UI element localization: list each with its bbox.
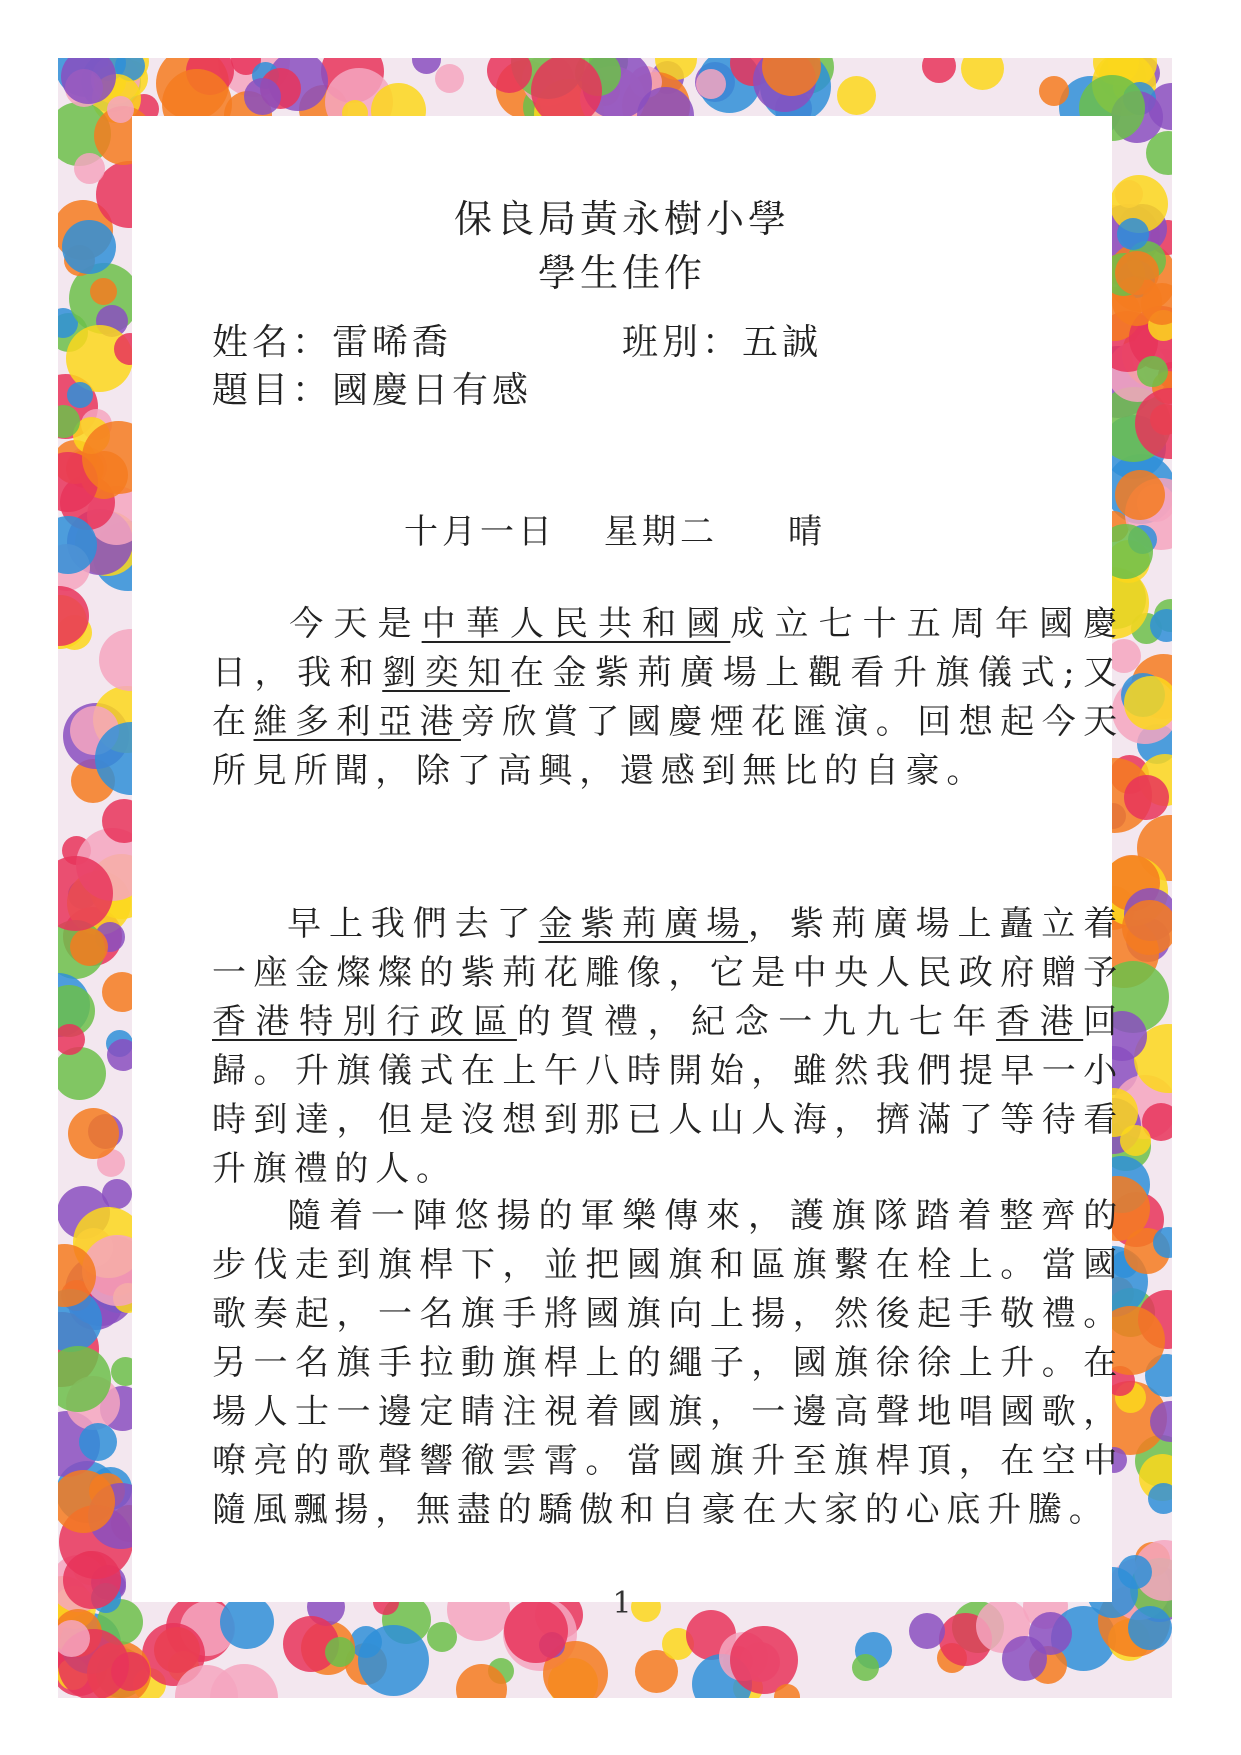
border-dot — [63, 1551, 121, 1609]
border-dot — [961, 58, 1004, 90]
border-dot — [325, 1637, 355, 1667]
paragraph-3: 隨着一陣悠揚的軍樂傳來，護旗隊踏着整齊的步伐走到旗桿下，並把國旗和區旗繫在栓上。當國歌奏起，一名旗手將國旗向上揚，然後起手敬禮。另一名旗手拉動旗桿上的繩子，國旗徐徐上升。在場人士一邊定睛注視着國旗，一邊高聲地唱國歌，嘹亮的歌聲響徹雲霄。當國旗升至旗桿頂，在空中隨風飄揚，無盡的驕傲和自豪在大家的心底升騰。 — [212, 1196, 1124, 1530]
border-dot — [837, 76, 876, 115]
polka-dot-border — [58, 58, 1172, 1698]
paper-sheet — [132, 116, 1125, 1621]
date-weather: 晴 — [788, 512, 826, 552]
name-label: 姓名： — [212, 322, 333, 363]
school-name: 保良局黃永樹小學 — [453, 197, 790, 241]
border-dot — [1122, 900, 1172, 955]
border-dot — [1128, 1606, 1172, 1650]
border-dot — [435, 64, 464, 93]
border-dot — [244, 78, 281, 115]
border-dot — [62, 220, 116, 274]
border-dot — [1002, 1636, 1047, 1681]
border-dot — [696, 69, 726, 99]
border-dot — [1124, 676, 1172, 730]
class-value: 五誠 — [742, 322, 823, 363]
border-dot — [1117, 218, 1149, 250]
paragraph-2: 早上我們去了金紫荊廣場，紫荊廣場上矗立着一座金燦燦的紫荊花雕像，它是中央人民政府贈予香港特別行政區的賀禮，紀念一九九七年香港回歸。升旗儀式在上午八時開始，雖然我們提早一小時到達，但是沒想到那已人山人海，擠滿了等待看升旗禮的人。 — [212, 904, 1124, 1189]
border-dot — [74, 153, 105, 184]
border-dot — [79, 1423, 117, 1461]
border-dot — [427, 1622, 457, 1652]
paragraph-1: 今天是中華人民共和國成立七十五周年國慶日，我和劉奕知在金紫荊廣場上觀看升旗儀式;又在維多利亞港旁欣賞了國慶煙花匯演。回想起今天所見所聞，除了高興，還感到無比的自豪。 — [212, 604, 1125, 791]
topic-value: 國慶日有感 — [332, 370, 533, 411]
border-dot — [1039, 76, 1069, 106]
border-dot — [68, 1108, 119, 1159]
date-day: 十月一日 — [404, 512, 556, 552]
class-label: 班別： — [622, 322, 743, 363]
border-dot — [358, 1625, 429, 1696]
date-weekday: 星期二 — [604, 512, 718, 552]
proper-noun: 劉奕知 — [382, 653, 510, 693]
border-dot — [1118, 1555, 1152, 1589]
border-dot — [1137, 356, 1168, 387]
border-dot — [1124, 775, 1169, 820]
proper-noun: 香港特別行政區 — [212, 1002, 517, 1042]
document-type: 學生佳作 — [537, 251, 706, 295]
border-dot — [58, 1047, 106, 1100]
border-dot — [922, 58, 956, 83]
border-dot — [774, 1684, 800, 1698]
proper-noun: 金紫荊廣場 — [538, 904, 748, 944]
class-field — [622, 314, 822, 365]
border-dot — [107, 96, 134, 123]
border-dot — [102, 1179, 132, 1209]
border-dot — [70, 928, 108, 966]
border-dot — [1148, 1483, 1172, 1514]
border-dot — [852, 1654, 879, 1681]
border-dot — [1115, 470, 1165, 520]
student-name: 雷晞喬 — [332, 322, 453, 363]
border-dot — [90, 278, 117, 305]
name-field — [212, 314, 452, 365]
border-dot — [67, 382, 93, 408]
page-number: 1 — [612, 1586, 632, 1621]
proper-noun: 維多利亞港 — [253, 702, 461, 742]
proper-noun: 香港 — [996, 1002, 1084, 1042]
date-line — [132, 504, 1112, 554]
topic-label: 題目： — [212, 370, 333, 411]
proper-noun: 中華人民共和國 — [421, 604, 731, 644]
